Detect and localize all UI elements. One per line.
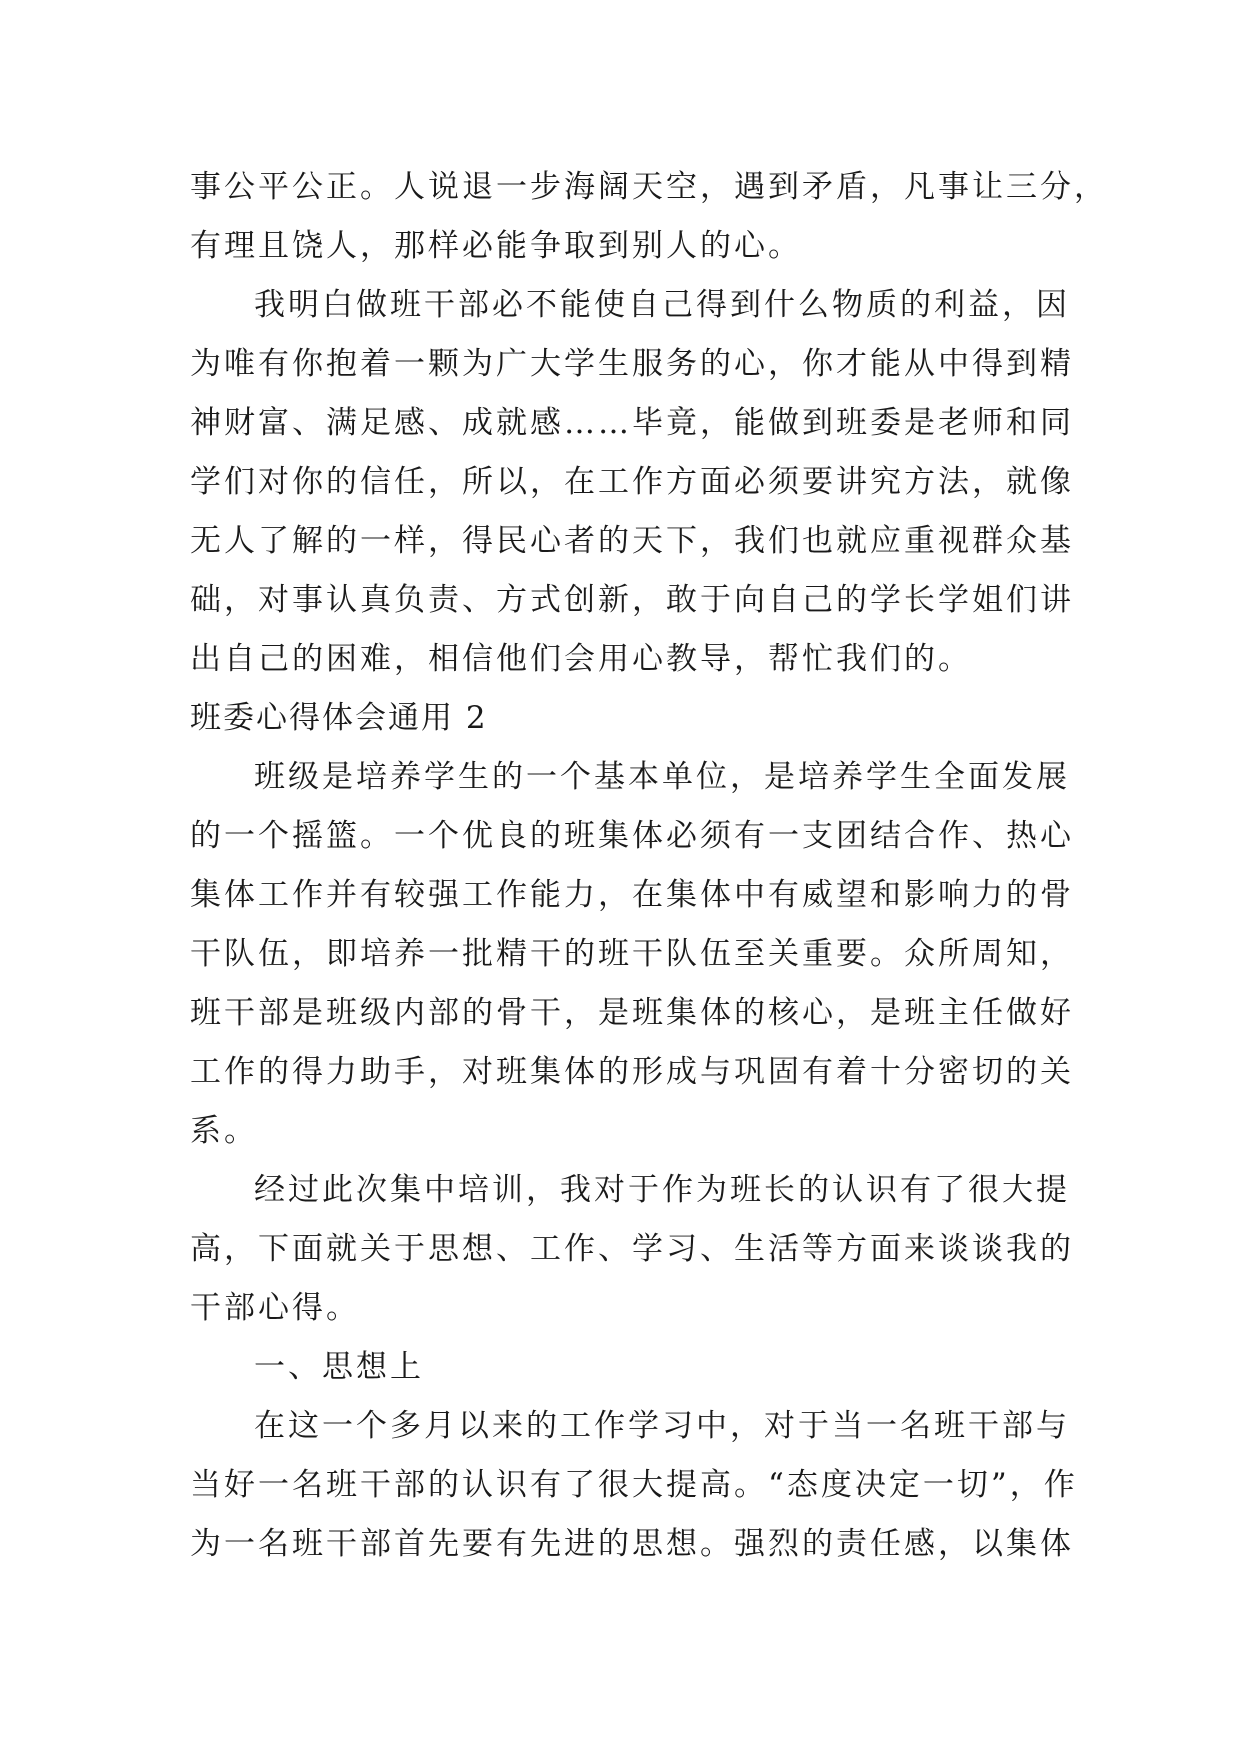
- text-line: 工作的得力助手，对班集体的形成与巩固有着十分密切的关: [190, 1054, 1074, 1090]
- text-line: 干队伍，即培养一批精干的班干队伍至关重要。众所周知，: [190, 936, 1074, 972]
- subsection-heading: 一、思想上: [254, 1349, 424, 1385]
- text-line: 为唯有你抱着一颗为广大学生服务的心，你才能从中得到精: [190, 346, 1074, 382]
- text-line: 当好一名班干部的认识有了很大提高。“态度决定一切”，作: [190, 1467, 1078, 1503]
- text-line: 事公平公正。人说退一步海阔天空，遇到矛盾，凡事让三分，: [190, 169, 1108, 205]
- text-line: 高，下面就关于思想、工作、学习、生活等方面来谈谈我的: [190, 1231, 1074, 1267]
- document-body: [190, 158, 1108, 1574]
- section-heading: 班委心得体会通用 2: [190, 700, 488, 736]
- paragraph-first-line: 我明白做班干部必不能使自己得到什么物质的利益，因: [254, 287, 1070, 323]
- text-line: 学们对你的信任，所以，在工作方面必须要讲究方法，就像: [190, 464, 1074, 500]
- paragraph-first-line: 班级是培养学生的一个基本单位，是培养学生全面发展: [254, 759, 1070, 795]
- text-line: 为一名班干部首先要有先进的思想。强烈的责任感，以集体: [190, 1526, 1074, 1562]
- text-line: 的一个摇篮。一个优良的班集体必须有一支团结合作、热心: [190, 818, 1074, 854]
- text-line: 系。: [190, 1113, 258, 1149]
- text-line: 出自己的困难，相信他们会用心教导，帮忙我们的。: [190, 641, 972, 677]
- text-line: 班干部是班级内部的骨干，是班集体的核心，是班主任做好: [190, 995, 1074, 1031]
- text-line: 无人了解的一样，得民心者的天下，我们也就应重视群众基: [190, 523, 1074, 559]
- paragraph-first-line: 经过此次集中培训，我对于作为班长的认识有了很大提: [254, 1172, 1070, 1208]
- text-line: 础，对事认真负责、方式创新，敢于向自己的学长学姐们讲: [190, 582, 1074, 618]
- text-line: 神财富、满足感、成就感……毕竟，能做到班委是老师和同: [190, 405, 1074, 441]
- paragraph-first-line: 在这一个多月以来的工作学习中，对于当一名班干部与: [254, 1408, 1070, 1444]
- text-line: 有理且饶人，那样必能争取到别人的心。: [190, 228, 802, 264]
- text-line: 集体工作并有较强工作能力，在集体中有威望和影响力的骨: [190, 877, 1074, 913]
- text-line: 干部心得。: [190, 1290, 360, 1326]
